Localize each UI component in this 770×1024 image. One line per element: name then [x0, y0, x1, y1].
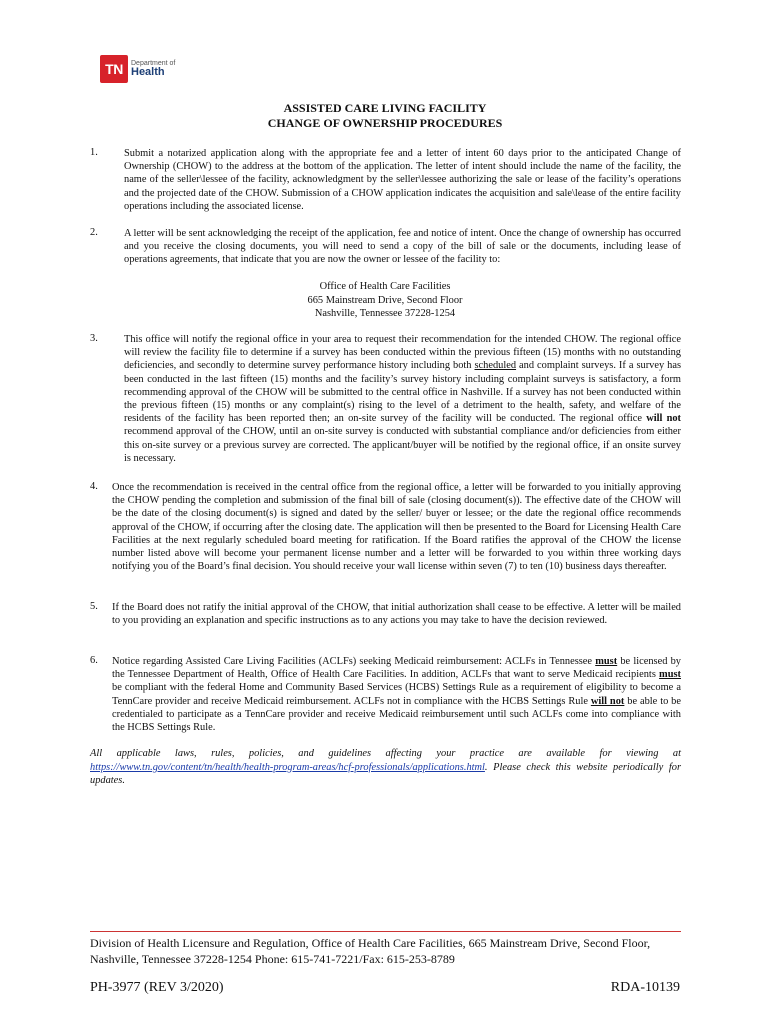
applications-link[interactable]: https://www.tn.gov/content/tn/health/health-program-areas/hcf-professionals/applications.html [90, 761, 485, 773]
tn-logo-mark: TN [100, 55, 128, 83]
item-number-3: 3. [90, 333, 98, 344]
address-line-3: Nashville, Tennessee 37228-1254 [314, 308, 456, 319]
division-address [90, 935, 690, 967]
item-number-1: 1. [90, 147, 98, 158]
logo-health: Health [131, 66, 165, 78]
item-text-4: Once the recommendation is received in the central office from the regional office, a letter will be forwarded to you initially approving the CHOW pending the completion and submission of the final bill of sale (closing document(s)). The effective date of the CHOW will be the date of the closing document(s) is signed and dated by the seller/ buyer or lessee; or the date the regional office recommends approval of the CHOW, if occurring after the closing date. The application will then be presented to the Board for Licensing Health Care Facilities at the next regularly scheduled board meeting for ratification. If the Board ratifies the approval of the CHOW the license number listed above will become your permanent license number and a letter will be forwarded to you within three working days notifying you of the Board’s final decision. You should receive your wall license within seven (7) to ten (10) business days thereafter. [112, 482, 681, 573]
footer-divider [90, 931, 681, 932]
item-text-3: This office will notify the regional office in your area to request their recommendation for the intended CHOW. The regional office will review the facility file to determine if a survey has been conducted within the previous fifteen (15) months with no outstanding deficiencies, and secondly to determine survey performance history including both scheduled and complaint surveys. If a survey has been conducted in the last fifteen (15) months and the facility’s survey history including complaint surveys is satisfactory, a form recommending approval of the CHOW will be submitted to the central office in Nashville. If a survey has not been conducted within the previous fifteen (15) months or any complaint(s) rising to the level of a detriment to the health, safety, and welfare of the residents of the facility has been reported then; an on-site survey of the facility will be conducted. The regional office will not recommend approval of the CHOW, until an on-site survey is conducted with substantial compliance and/or deficiencies from either this on-site survey or a previous survey are corrected. The applicant/buyer will be notified by the regional office, if an onsite survey is necessary. [124, 334, 682, 464]
item-number-4: 4. [90, 481, 98, 492]
item-number-5: 5. [90, 601, 98, 612]
item-text-2: A letter will be sent acknowledging the receipt of the application, fee and notice of intent. Once the change of ownership has occurred and you receive the closing documents, you will need to send a copy of the bill of sale or the documents, including lease of operations agreements, that indicate that you are now the owner or lessee of the facility to: [124, 228, 681, 266]
rda-number: RDA-10139 [610, 980, 680, 995]
must-emphasis-1: must [595, 656, 618, 667]
tn-health-logo [100, 55, 175, 83]
item-text-1: Submit a notarized application along with the appropriate fee and a letter of intent 60 days prior to the anticipated Change of Ownership (CHOW) to the address at the bottom of the application. The letter of intent should include the name of the facility, the name of the seller\lessee of the facility, acknowledgment by the seller\lessee authorizing the sale or lease of the facility’s operations and the projected date of the CHOW. Submission of a CHOW application indicates the acquisition and sale\lease of the entire facility operations including the associated license. [124, 148, 681, 212]
division-line-2: Nashville, Tennessee 37228-1254 Phone: 615-741-7221/Fax: 615-253-8789 [90, 952, 455, 966]
will-not-bold: will not [646, 413, 682, 425]
must-emphasis-2: must [659, 669, 681, 681]
item-text-5: If the Board does not ratify the initial approval of the CHOW, that initial authorization shall cease to be effective. A letter will be mailed to you providing an explanation and specific instructions as to any actions you may take to have the decision reviewed. [112, 602, 681, 627]
address-line-2: 665 Mainstream Drive, Second Floor [307, 295, 463, 306]
applicable-laws-note: All applicable laws, rules, policies, and guidelines affecting your practice are available for viewing at https://www.tn.gov/content/tn/health/health-program-areas/hcf-professionals/applications.html. Please check this website periodically for updates. [90, 748, 681, 786]
item-number-6: 6. [90, 655, 98, 666]
address-line-1: Office of Health Care Facilities [319, 281, 451, 292]
item-text-6: Notice regarding Assisted Care Living Facilities (ACLFs) seeking Medicaid reimbursement: ACLFs in Tennessee must be licensed by the Tennessee Department of Health, Office of Health Care Facilities. In addition, ACLFs that want to serve Medicaid recipients must be compliant with the federal Home and Community Based Services (HCBS) Settings Rule as a requirement of eligibility to become a TennCare provider and receive Medicaid reimbursement. ACLFs not in compliance with the HCBS Settings Rule will not be able to be credentialed to participate as a TennCare provider and receive Medicaid reimbursement until such ACLFs come into compliance with the HCBS Settings Rule. [112, 656, 681, 734]
scheduled-underline: scheduled [474, 360, 517, 372]
item-number-2: 2. [90, 227, 98, 238]
will-not-emphasis: will not [590, 695, 625, 707]
document-subtitle: CHANGE OF OWNERSHIP PROCEDURES [267, 116, 503, 130]
logo-department: Department of [131, 60, 176, 67]
document-title: ASSISTED CARE LIVING FACILITY [283, 101, 487, 115]
form-id: PH-3977 (REV 3/2020) [90, 980, 224, 995]
division-line-1: Division of Health Licensure and Regulation, Office of Health Care Facilities, 665 Mainstream Drive, Second Floor, [90, 936, 651, 950]
logo-words [131, 60, 175, 78]
